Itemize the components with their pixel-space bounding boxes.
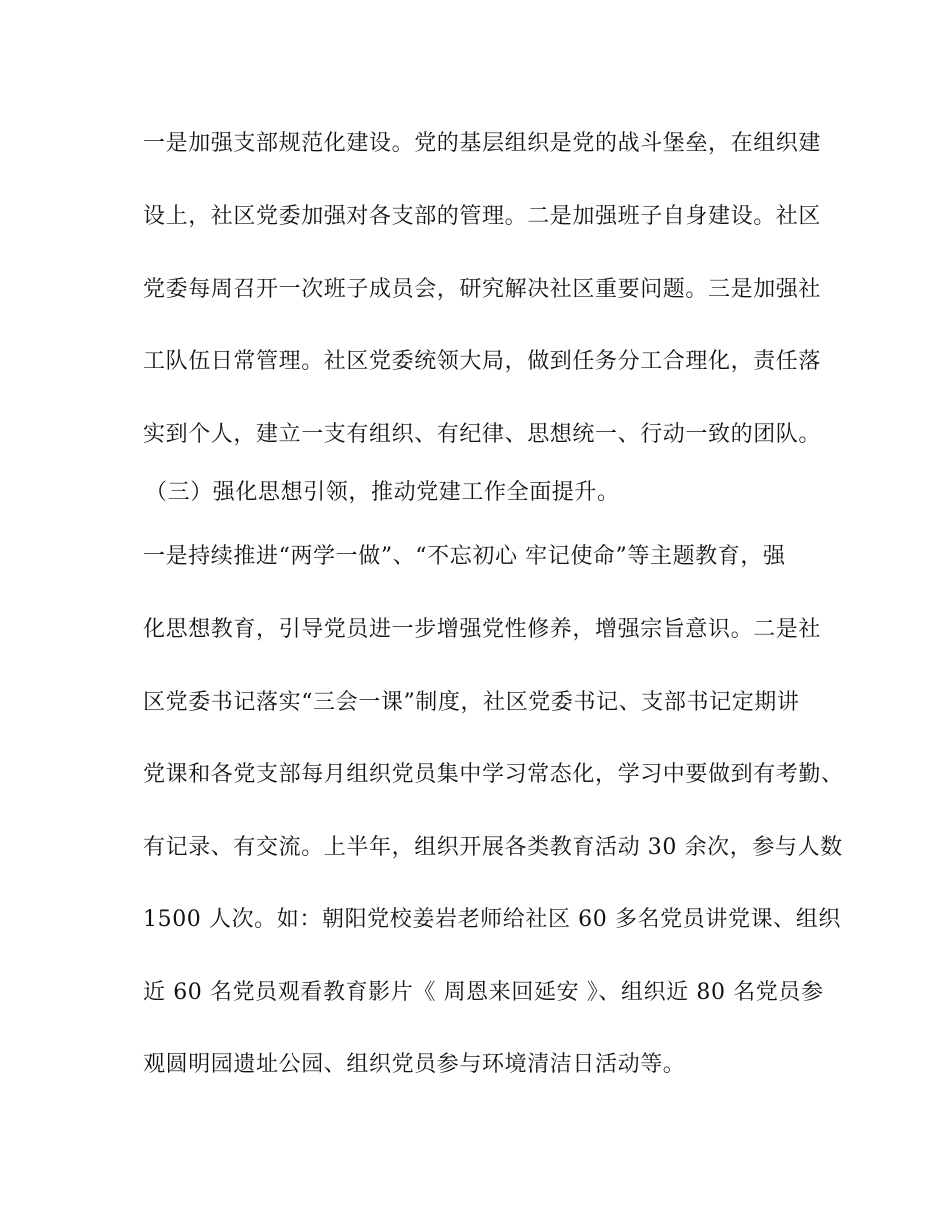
paragraph-line: 工队伍日常管理。社区党委统领大局，做到任务分工合理化，责任落: [143, 349, 822, 374]
paragraph-line: 近 60 名党员观看教育影片《 周恩来回延安 》、组织近 80 名党员参: [143, 980, 824, 1005]
paragraph-line: 设上，社区党委加强对各支部的管理。二是加强班子自身建设。社区: [143, 204, 822, 229]
paragraph-line: 一是持续推进“两学一做”、“不忘初心 牢记使命”等主题教育，强: [143, 544, 786, 569]
paragraph-line: 党委每周召开一次班子成员会，研究解决社区重要问题。三是加强社: [143, 277, 822, 302]
paragraph-line: 化思想教育，引导党员进一步增强党性修养，增强宗旨意识。二是社: [143, 617, 822, 642]
paragraph-line: 有记录、有交流。上半年，组织开展各类教育活动 30 余次，参与人数: [143, 835, 843, 860]
paragraph-line: 区党委书记落实“三会一课”制度，社区党委书记、支部书记定期讲: [143, 690, 800, 715]
paragraph-line: 1500 人次。如：朝阳党校姜岩老师给社区 60 多名党员讲党课、组织: [143, 907, 841, 932]
paragraph-line: 党课和各党支部每月组织党员集中学习常态化，学习中要做到有考勤、: [143, 762, 844, 787]
paragraph-line: 观圆明园遗址公园、组织党员参与环境清洁日活动等。: [143, 1052, 686, 1077]
section-heading: （三）强化思想引领，推动党建工作全面提升。: [145, 480, 620, 505]
paragraph-line: 一是加强支部规范化建设。党的基层组织是党的战斗堡垒，在组织建: [143, 131, 822, 156]
paragraph-line: 实到个人，建立一支有组织、有纪律、思想统一、行动一致的团队。: [143, 422, 822, 447]
